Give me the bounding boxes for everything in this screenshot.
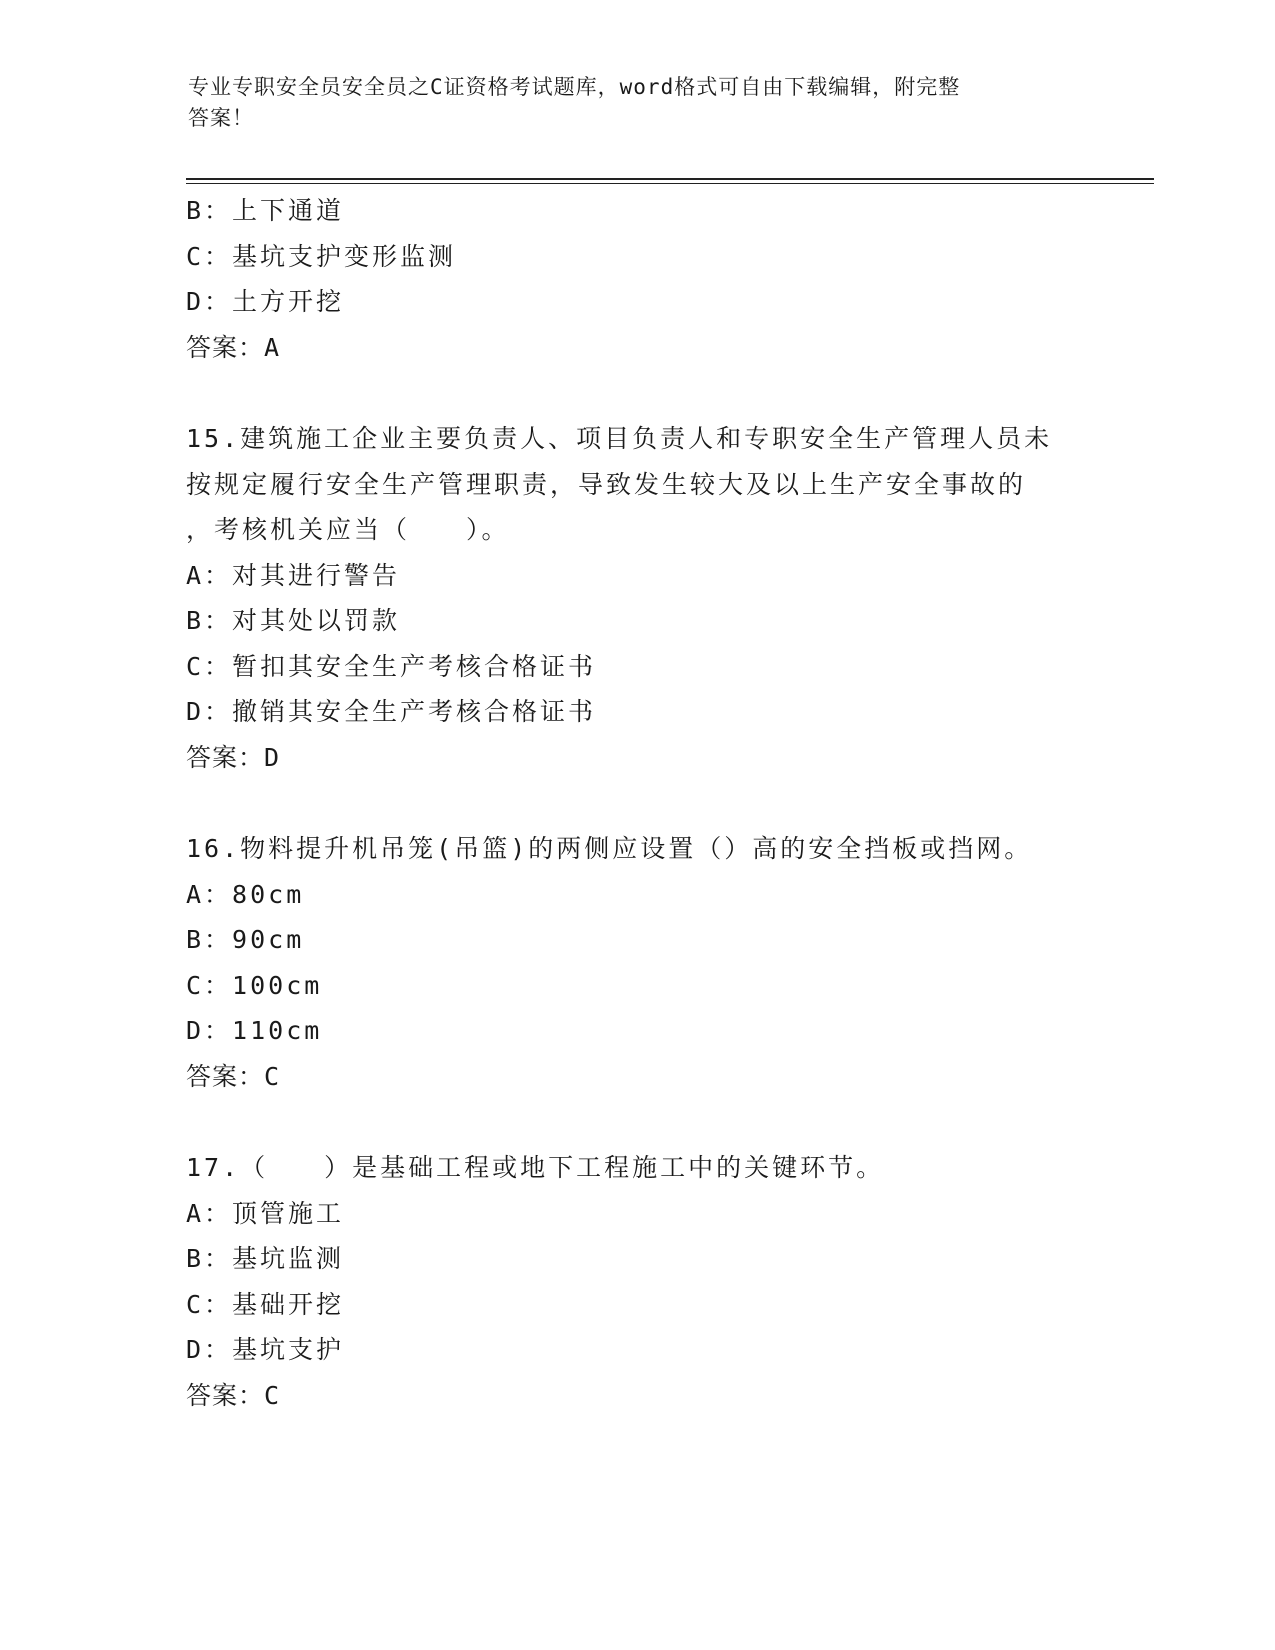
document-header xyxy=(188,72,1068,134)
option-d: D：基坑支护 xyxy=(186,1335,345,1364)
question-stem: 17.（ ）是基础工程或地下工程施工中的关键环节。 xyxy=(186,1153,885,1182)
question-list xyxy=(186,188,1086,1418)
option-c: C：基坑支护变形监测 xyxy=(186,241,457,271)
question-16 xyxy=(186,826,1086,1099)
header-divider xyxy=(186,178,1154,180)
header-divider xyxy=(186,183,1154,184)
option-d: D：110cm xyxy=(186,1016,323,1045)
option-b: B：90cm xyxy=(186,925,305,954)
header-title-line: 答案！ xyxy=(188,106,254,130)
option-b: B：上下通道 xyxy=(186,196,345,225)
option-c: C：100cm xyxy=(186,970,323,1000)
question-stem: ，考核机关应当（ ）。 xyxy=(186,515,510,544)
question-17 xyxy=(186,1145,1086,1418)
option-d: D：土方开挖 xyxy=(186,287,345,316)
option-a: A：顶管施工 xyxy=(186,1198,345,1228)
answer-text: 答案：A xyxy=(186,332,281,362)
question-stem: 15.建筑施工企业主要负责人、项目负责人和专职安全生产管理人员未 xyxy=(186,424,1053,453)
answer-text: 答案：C xyxy=(186,1061,281,1091)
option-b: B：基坑监测 xyxy=(186,1244,345,1273)
option-b: B：对其处以罚款 xyxy=(186,606,401,635)
question-15 xyxy=(186,416,1086,780)
answer-text: 答案：C xyxy=(186,1380,281,1410)
option-c: C：基础开挖 xyxy=(186,1289,345,1319)
question-14-continued xyxy=(186,188,1086,370)
header-title-line: 专业专职安全员安全员之C证资格考试题库，word格式可自由下载编辑，附完整 xyxy=(188,75,961,99)
option-a: A：对其进行警告 xyxy=(186,560,401,590)
question-stem: 按规定履行安全生产管理职责，导致发生较大及以上生产安全事故的 xyxy=(186,469,1027,499)
option-d: D：撤销其安全生产考核合格证书 xyxy=(186,697,597,726)
answer-text: 答案：D xyxy=(186,742,281,772)
option-a: A：80cm xyxy=(186,879,305,909)
question-stem: 16.物料提升机吊笼(吊篮)的两侧应设置（）高的安全挡板或挡网。 xyxy=(186,834,1033,863)
option-c: C：暂扣其安全生产考核合格证书 xyxy=(186,651,597,681)
